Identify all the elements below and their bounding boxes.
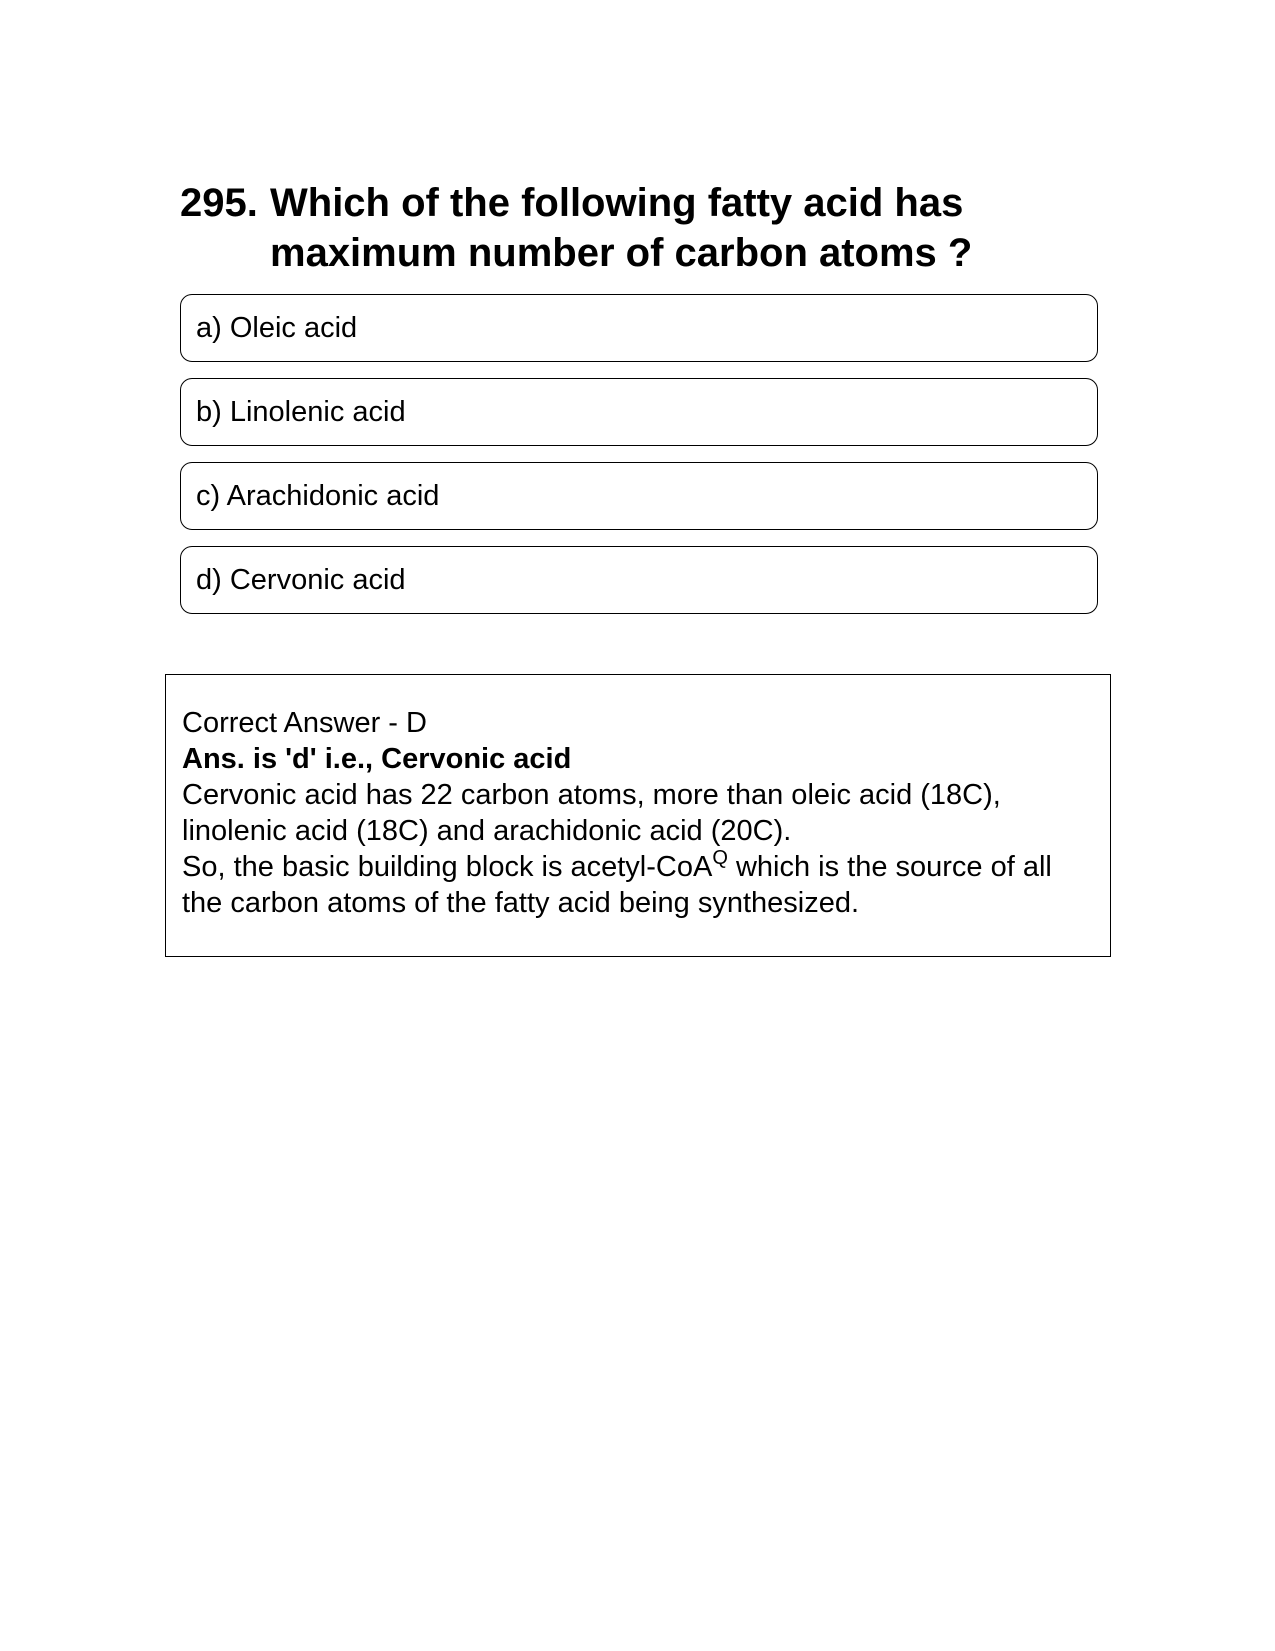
explanation-2-start: So, the basic building block is acetyl-CoA: [182, 851, 713, 883]
option-d[interactable]: [180, 546, 1098, 614]
answer-explanation-1: Cervonic acid has 22 carbon atoms, more than oleic acid (18C), linolenic acid (18C) and arachidonic acid (20C).: [182, 779, 1001, 847]
answer-heading: Ans. is 'd' i.e., Cervonic acid: [182, 743, 572, 775]
options-list: [180, 294, 1098, 630]
question: [180, 178, 1080, 278]
answer-explanation-2: [182, 849, 1094, 921]
option-c[interactable]: [180, 462, 1098, 530]
explanation-2-superscript: Q: [712, 847, 728, 869]
question-number: 295.: [180, 181, 258, 225]
option-b-label: b) Linolenic acid: [196, 395, 406, 428]
answer-box: [165, 674, 1111, 957]
option-b[interactable]: [180, 378, 1098, 446]
correct-answer: Correct Answer - D: [182, 707, 427, 739]
option-a-label: a) Oleic acid: [196, 311, 358, 344]
explanation-2-end: which is the source of all the carbon atoms of the fatty acid being synthesized.: [182, 851, 1052, 919]
option-d-label: d) Cervonic acid: [196, 563, 406, 596]
option-c-label: c) Arachidonic acid: [196, 479, 440, 512]
question-text: Which of the following fatty acid has maximum number of carbon atoms ?: [270, 181, 973, 275]
option-a[interactable]: [180, 294, 1098, 362]
